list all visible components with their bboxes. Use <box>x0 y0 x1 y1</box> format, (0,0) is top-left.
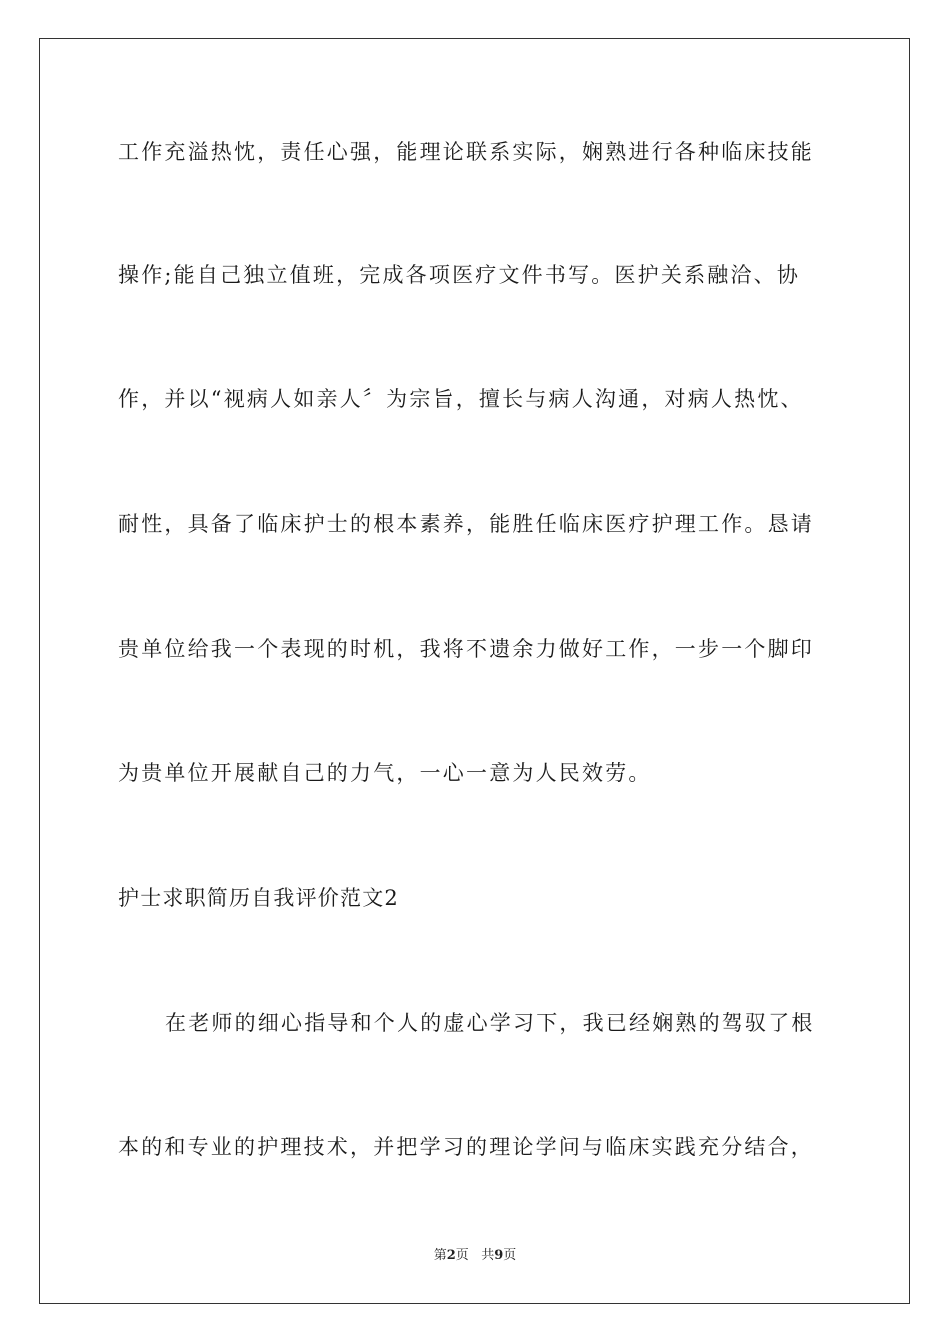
body-line-2: 操作;能自己独立值班，完成各项医疗文件书写。医护关系融洽、协 <box>118 263 801 287</box>
footer-page-prefix: 第 <box>433 1248 447 1263</box>
body-line-3: 作，并以“视病人如亲人〞为宗旨，擅长与病人沟通，对病人热忱、 <box>118 387 804 411</box>
body-line-7: 在老师的细心指导和个人的虚心学习下，我已经娴熟的驾驭了根 <box>165 1011 815 1035</box>
footer-total-pages: 9 <box>494 1248 504 1263</box>
body-line-5: 贵单位给我一个表现的时机，我将不遗余力做好工作，一步一个脚印 <box>118 637 814 661</box>
section-heading: 护士求职简历自我评价范文2 <box>118 886 399 910</box>
footer-total-suffix: 页 <box>503 1248 517 1263</box>
footer-page-number: 2 <box>446 1248 456 1263</box>
page-border <box>39 38 910 1304</box>
body-line-8: 本的和专业的护理技术，并把学习的理论学问与临床实践充分结合， <box>118 1135 814 1159</box>
footer-total-prefix: 共 <box>481 1248 495 1263</box>
body-line-1: 工作充溢热忱，责任心强，能理论联系实际，娴熟进行各种临床技能 <box>118 140 814 164</box>
body-line-6: 为贵单位开展献自己的力气，一心一意为人民效劳。 <box>118 761 652 785</box>
body-line-4: 耐性，具备了临床护士的根本素养，能胜任临床医疗护理工作。恳请 <box>118 512 814 536</box>
page-footer <box>0 1247 950 1265</box>
footer-page-suffix: 页 <box>455 1248 469 1263</box>
